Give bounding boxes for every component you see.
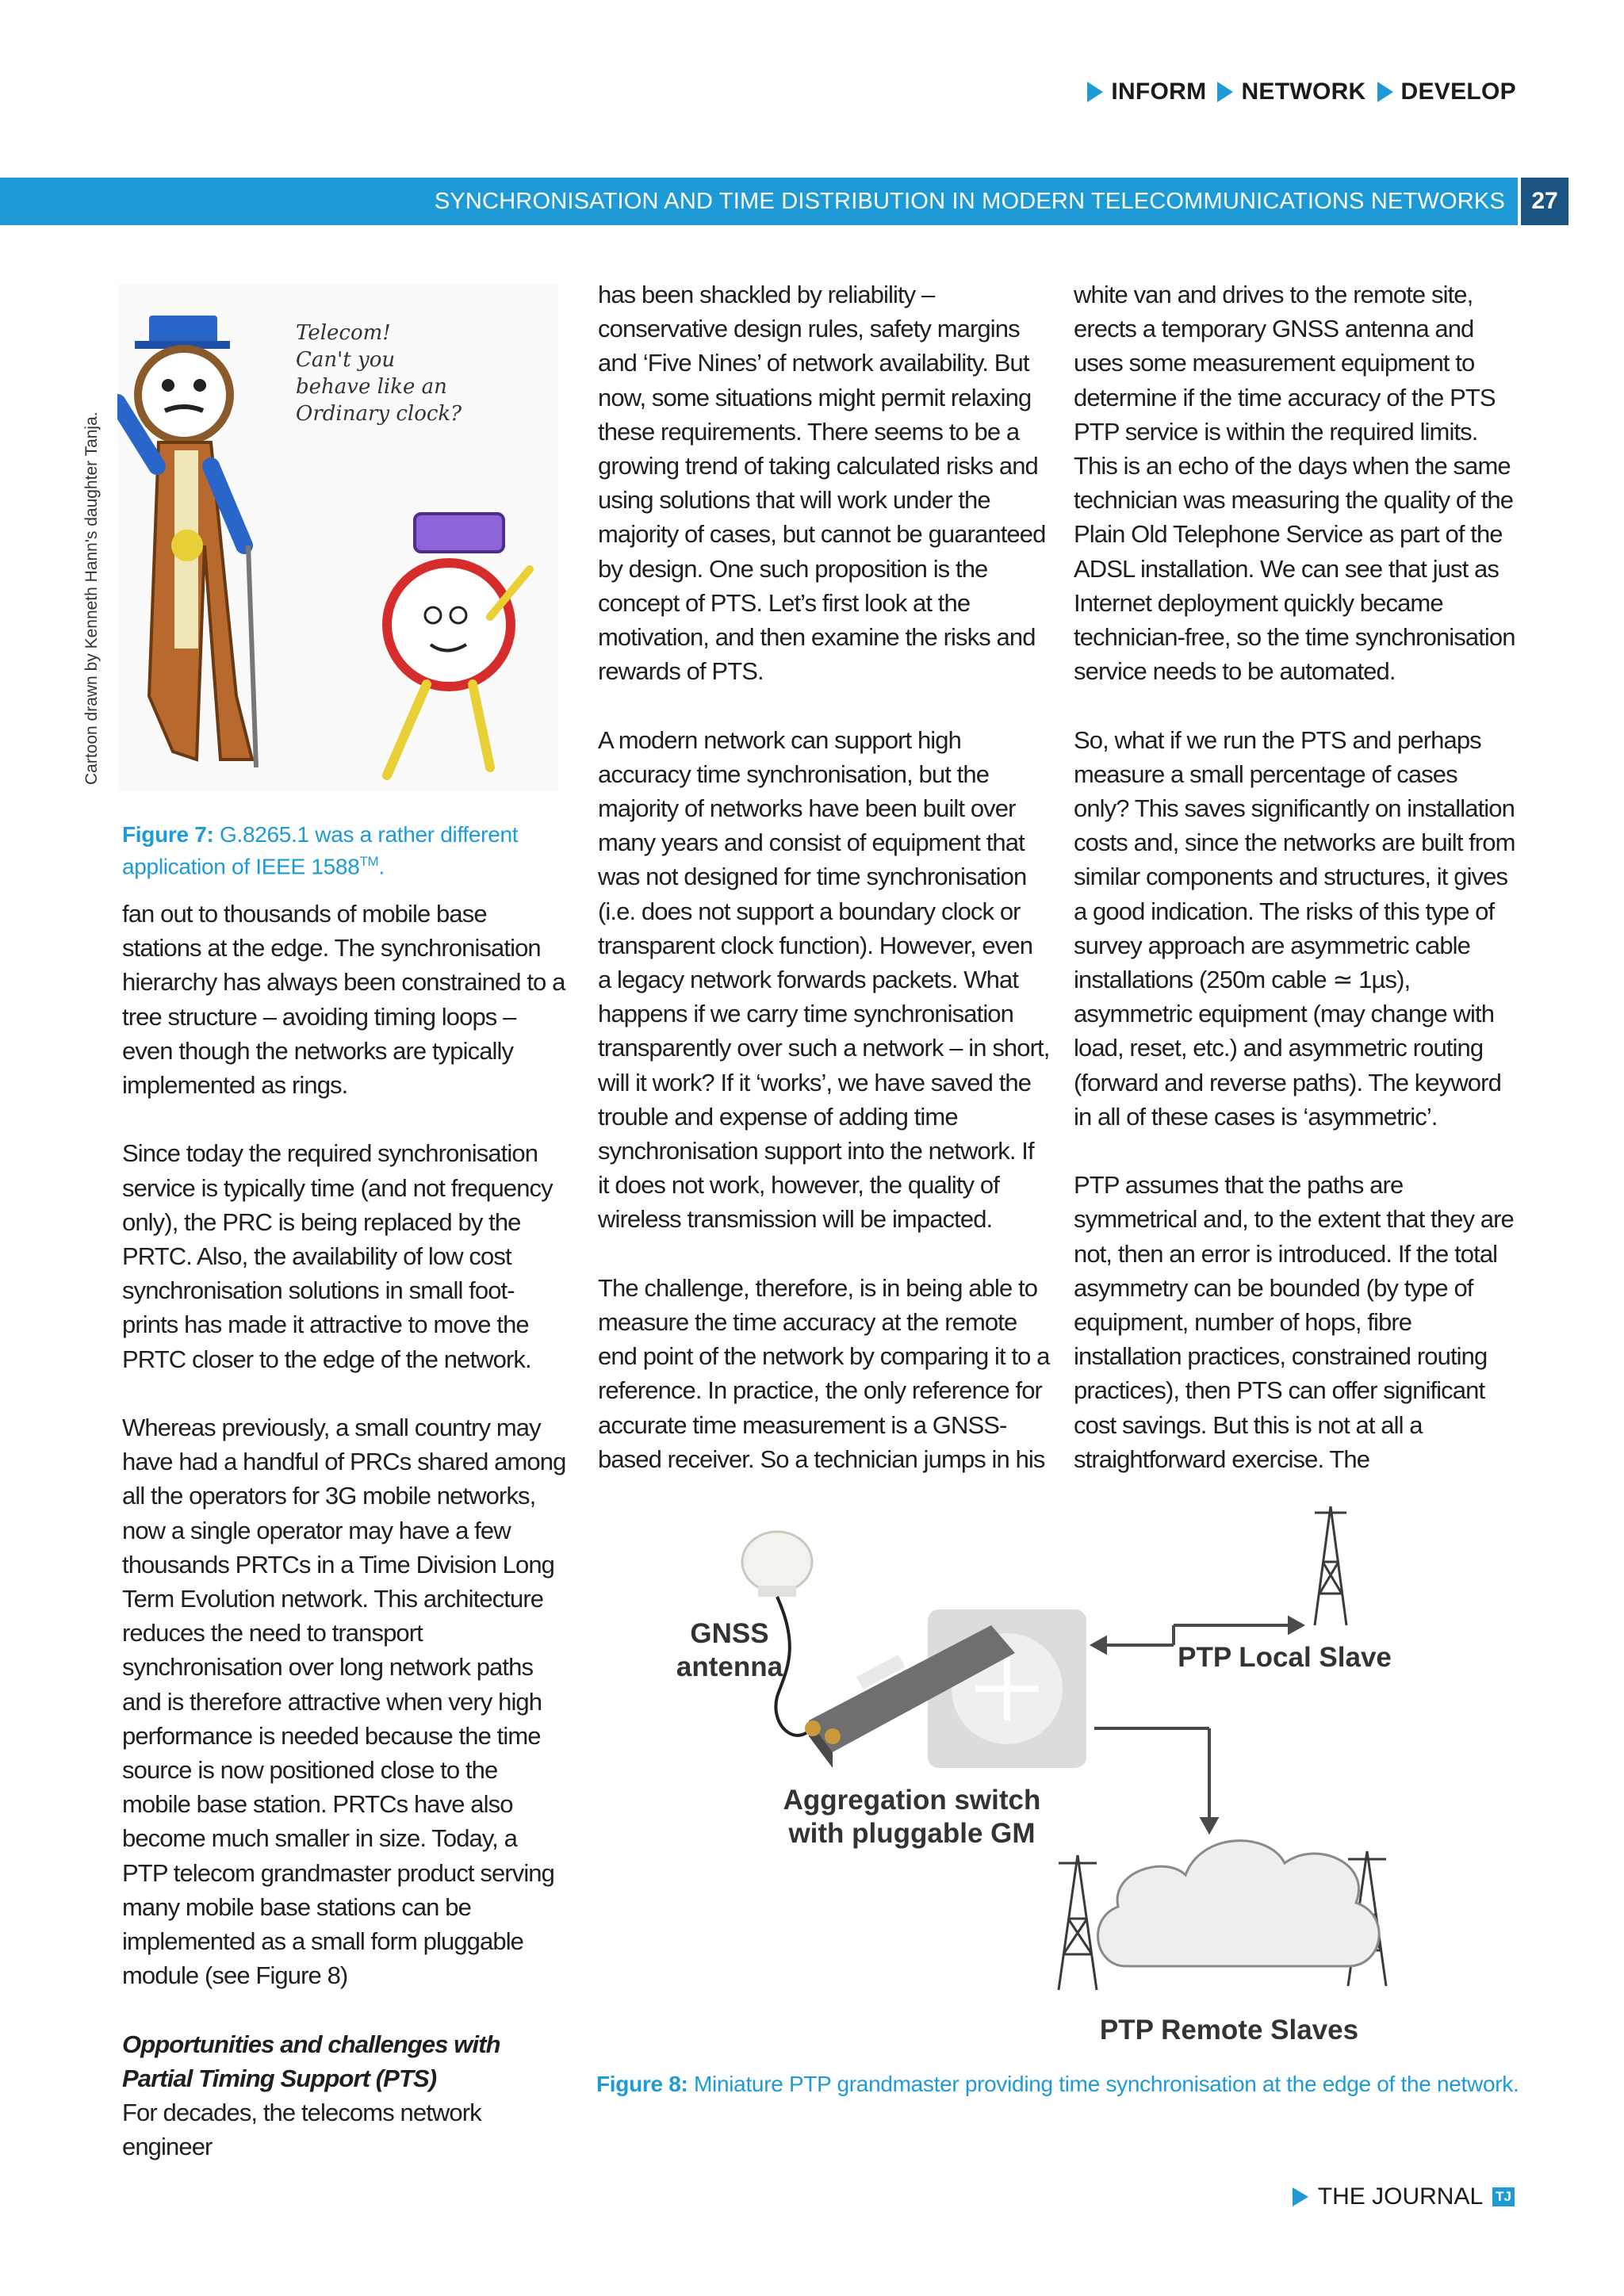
network-cloud-icon	[1098, 1841, 1380, 1966]
ptp-local-slave-label: PTP Local Slave	[1178, 1642, 1392, 1673]
figure8-diagram	[619, 1490, 1443, 2069]
top-hat-icon	[149, 316, 217, 344]
section-subheading: Opportunities and challenges with Partial Timing Support (PTS)	[122, 2030, 500, 2092]
nav-develop: DEVELOP	[1377, 78, 1516, 105]
router-icon	[928, 1609, 1086, 1768]
paragraph: A modern network can support high accuracy time synchronisation, but the majority of networks have been built over many years and consist of equipment that was not designed for time synchronisation (i.e. does not support a boundary clock or transparent clock function). However, even a legacy network forwards packets. What happens if we carry time synchronisation transparently over such a network – in short, will it work? If it ‘works’, we have saved the trouble and expense of adding time synchronisation support into the network. If it does not work, however, the quality of wireless transmission will be impacted.	[598, 725, 1050, 1234]
aggregation-switch-label: Aggregation switch with pluggable GM	[783, 1785, 1041, 1849]
figure8-caption	[596, 2071, 1595, 2098]
tower-icon	[1059, 1855, 1097, 1990]
paragraph: Whereas previously, a small country may have had a handful of PRCs shared among all the operators for 3G mobile networks, now a single operator may have a few thousands PRTCs in a Time Division Long Term Evolution network. This architecture reduces the need to transport synchronisation over long network paths and is therefore attractive when very high performance is needed because the time source is now positioned close to the mobile base station. PRTCs have also become much smaller in size. Today, a PTP telecom grandmaster product serving many mobile base stations can be implemented as a small form pluggable module (see Figure 8)	[122, 1414, 566, 1990]
svg-text:Can't you: Can't you	[296, 348, 396, 372]
gnss-antenna-label: GNSS antenna	[676, 1618, 783, 1682]
journal-footer	[1293, 2183, 1515, 2210]
svg-text:behave like an: behave like an	[296, 375, 447, 399]
arrow-right-icon	[1293, 2187, 1308, 2206]
text-column-3	[1074, 277, 1518, 1476]
figure8-caption-text: Miniature PTP grandmaster providing time synchronisation at the edge of the network.	[694, 2072, 1519, 2096]
paragraph: The challenge, therefore, is in being able to measure the time accuracy at the remote end point of the network by comparing it to a reference. In practice, the only reference for accurate time measurement is a GNSS-based receiver. So a technician jumps in his	[598, 1273, 1050, 1473]
cartoon-illustration	[117, 284, 558, 791]
figure7-caption-text: G.8265.1 was a rather different application of IEEE 1588	[122, 822, 519, 879]
svg-text:Telecom!: Telecom!	[296, 321, 391, 345]
text-column-1	[122, 897, 566, 2164]
figure8-caption-label: Figure 8:	[596, 2072, 688, 2096]
arrow-right-icon	[1217, 82, 1233, 102]
tower-icon	[1315, 1506, 1346, 1625]
arrow-right-icon	[1087, 82, 1103, 102]
section-nav	[1087, 75, 1516, 109]
figure7-caption-sup: TM	[359, 854, 379, 869]
paragraph: PTP assumes that the paths are symmetrical and, to the extent that they are not, then an error is introduced. If the total asymmetry can be bounded (by type of equipment, number of hops, fibre installation practices, constrained routing practices), then PTS can offer significant cost savings. But this is not at all a straightforward exercise. The	[1074, 1171, 1514, 1473]
paragraph: So, what if we run the PTS and perhaps measure a small percentage of cases only? This saves significantly on installation costs and, since the networks are built from similar components and structures, it gives a good indication. The risks of this type of survey approach are asymmetric cable installations (250m cable ≃ 1µs), asymmetric equipment (may change with load, reset, etc.) and asymmetric routing (forward and reverse paths). The keyword in all of these cases is ‘asymmetric’.	[1074, 725, 1515, 1131]
paragraph: Since today the required synchronisation service is typically time (and not frequency only), the PRC is being replaced by the PRTC. Also, the availability of low cost synchronisation solutions in small foot-prints has made it attractive to move the PRTC closer to the edge of the network.	[122, 1139, 553, 1373]
gnss-antenna-icon	[742, 1532, 812, 1597]
page-number: 27	[1521, 178, 1568, 225]
journal-badge: TJ	[1492, 2187, 1515, 2206]
nav-inform: INFORM	[1087, 78, 1206, 105]
paragraph: white van and drives to the remote site, erects a temporary GNSS antenna and uses some measurement equipment to determine if the time accuracy of the PTS PTP service is within the required limits. This is an echo of the days when the same technician was measuring the quality of the Plain Old Telephone Service as part of the ADSL installation. We can see that just as Internet deployment quickly became technician-free, so the time synchronisation service needs to be automated.	[1074, 281, 1515, 686]
text-column-2	[598, 277, 1050, 1476]
cartoon-credit: Cartoon drawn by Kenneth Hann's daughter Tanja.	[82, 411, 101, 785]
paragraph: fan out to thousands of mobile base stations at the edge. The synchronisation hierarchy has always been constrained to a tree structure – avoiding timing loops – even though the networks are typically implemented as rings.	[122, 900, 565, 1100]
arrow-right-icon	[1377, 82, 1393, 102]
svg-text:Ordinary clock?: Ordinary clock?	[296, 402, 462, 426]
banner-title: SYNCHRONISATION AND TIME DISTRIBUTION IN MODERN TELECOMMUNICATIONS NETWORKS	[434, 188, 1505, 214]
journal-name: THE JOURNAL	[1317, 2183, 1484, 2210]
ptp-remote-slaves-label: PTP Remote Slaves	[1099, 2015, 1359, 2045]
paragraph: For decades, the telecoms network engineer	[122, 2099, 481, 2161]
article-banner	[0, 178, 1518, 225]
figure7-caption: Figure 7: G.8265.1 was a rather different application of IEEE 1588™.	[122, 822, 519, 879]
paragraph: has been shackled by reliability – conservative design rules, safety margins and ‘Five Nines’ of network availability. But now, some situations might permit relaxing these requirements. There seems to be a growing trend of taking calculated risks and using solutions that will work under the majority of cases, but cannot be guaranteed by design. One such proposition is the concept of PTS. Let’s first look at the motivation, and then examine the risks and rewards of PTS.	[598, 281, 1046, 686]
nav-network: NETWORK	[1217, 78, 1365, 105]
figure7-caption-label: Figure 7:	[122, 822, 214, 847]
